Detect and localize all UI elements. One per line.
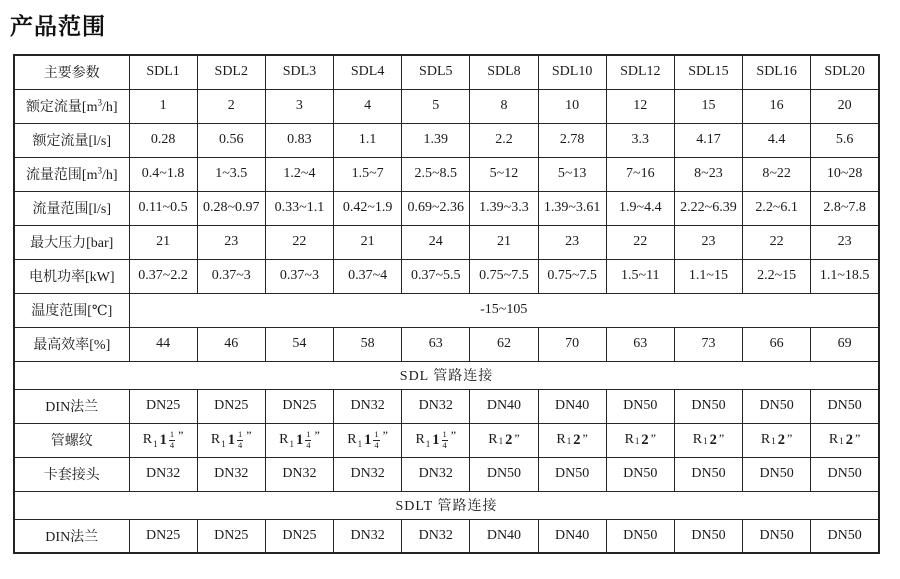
cell: 73 bbox=[674, 327, 742, 361]
cell: 0.4~1.8 bbox=[129, 157, 197, 191]
thread-whole: 2 bbox=[641, 431, 649, 448]
cell: 44 bbox=[129, 327, 197, 361]
cell: 1.5~11 bbox=[606, 259, 674, 293]
cell: 70 bbox=[538, 327, 606, 361]
inch-mark: ” bbox=[450, 428, 457, 443]
cell: 2.2~15 bbox=[743, 259, 811, 293]
cell: 23 bbox=[538, 225, 606, 259]
inch-mark: ” bbox=[178, 428, 184, 443]
column-header-sdl10: SDL10 bbox=[538, 55, 606, 89]
column-header-sdl1: SDL1 bbox=[129, 55, 197, 89]
table-row-flow-range-ls bbox=[14, 191, 879, 225]
cell: 0.75~7.5 bbox=[470, 259, 538, 293]
cell: 1.1~15 bbox=[674, 259, 742, 293]
cell: 23 bbox=[674, 225, 742, 259]
thread-subscript: 1 bbox=[153, 438, 158, 449]
cell: 23 bbox=[811, 225, 879, 259]
inch-mark: ” bbox=[582, 430, 588, 445]
table-row-sdl-din-flange bbox=[14, 389, 879, 423]
page-title: 产品范围 bbox=[10, 13, 106, 39]
cell bbox=[265, 423, 333, 457]
cell: 0.37~5.5 bbox=[402, 259, 470, 293]
cell: 1 bbox=[129, 89, 197, 123]
cell: DN50 bbox=[606, 457, 674, 491]
thread-size: R 1 1 $\frac{1}{4}$ ” bbox=[415, 428, 457, 450]
cell: 0.75~7.5 bbox=[538, 259, 606, 293]
thread-subscript: 1 bbox=[498, 436, 504, 447]
cell: DN32 bbox=[334, 457, 402, 491]
row-label: 流量范围[l/s] bbox=[14, 191, 129, 225]
cell bbox=[402, 423, 470, 457]
cell: DN50 bbox=[674, 389, 742, 423]
column-header-sdl8: SDL8 bbox=[470, 55, 538, 89]
cell: 0.37~4 bbox=[334, 259, 402, 293]
column-header-sdl2: SDL2 bbox=[197, 55, 265, 89]
cell: 62 bbox=[470, 327, 538, 361]
thread-fraction bbox=[373, 430, 379, 450]
table-row-max-pressure bbox=[14, 225, 879, 259]
section-header: SDL 管路连接 bbox=[14, 361, 879, 389]
superscript: 3 bbox=[97, 165, 102, 176]
cell: 4 bbox=[334, 89, 402, 123]
table-row-motor-power bbox=[14, 259, 879, 293]
thread-size: R 1 1 $\frac{1}{4}$ ” bbox=[142, 428, 184, 450]
cell: 4.17 bbox=[674, 123, 742, 157]
thread-subscript: 1 bbox=[357, 438, 363, 449]
cell bbox=[197, 423, 265, 457]
thread-size: R 1 2 ” bbox=[828, 430, 861, 448]
cell: 0.56 bbox=[197, 123, 265, 157]
cell: 0.42~1.9 bbox=[334, 191, 402, 225]
cell: 16 bbox=[743, 89, 811, 123]
cell: 54 bbox=[265, 327, 333, 361]
thread-subscript: 1 bbox=[703, 436, 708, 447]
cell: DN32 bbox=[334, 389, 402, 423]
cell bbox=[129, 423, 197, 457]
cell: 8 bbox=[470, 89, 538, 123]
cell: 0.33~1.1 bbox=[265, 191, 333, 225]
cell: 5 bbox=[402, 89, 470, 123]
cell: DN50 bbox=[674, 519, 742, 553]
thread-whole: 2 bbox=[505, 431, 513, 448]
row-label: 额定流量[l/s] bbox=[14, 123, 129, 157]
cell: 21 bbox=[470, 225, 538, 259]
cell: 69 bbox=[811, 327, 879, 361]
row-label: 流量范围$[m^3/h]$ bbox=[14, 157, 129, 191]
cell: DN25 bbox=[129, 389, 197, 423]
column-header-sdl4: SDL4 bbox=[334, 55, 402, 89]
thread-fraction bbox=[442, 430, 448, 450]
cell: 2.2 bbox=[470, 123, 538, 157]
inch-mark: ” bbox=[314, 428, 320, 443]
cell bbox=[743, 423, 811, 457]
thread-size: R 1 2 ” bbox=[760, 430, 793, 448]
cell: 1.9~4.4 bbox=[606, 191, 674, 225]
thread-subscript: 1 bbox=[221, 438, 226, 449]
column-header-sdl3: SDL3 bbox=[265, 55, 333, 89]
thread-whole: 1 bbox=[159, 431, 167, 448]
cell: 10~28 bbox=[811, 157, 879, 191]
cell: 2.22~6.39 bbox=[674, 191, 742, 225]
cell: 2 bbox=[197, 89, 265, 123]
thread-size: R 1 2 ” bbox=[488, 430, 520, 448]
row-label: 温度范围[℃] bbox=[14, 293, 129, 327]
superscript: 3 bbox=[97, 97, 102, 108]
thread-subscript: 1 bbox=[289, 438, 294, 449]
cell: 5~12 bbox=[470, 157, 538, 191]
row-label: 卡套接头 bbox=[14, 457, 129, 491]
cell: 1.39 bbox=[402, 123, 470, 157]
inch-mark: ” bbox=[382, 428, 388, 443]
cell: 8~22 bbox=[743, 157, 811, 191]
cell: 15 bbox=[674, 89, 742, 123]
cell: 3.3 bbox=[606, 123, 674, 157]
cell: 1.1~18.5 bbox=[811, 259, 879, 293]
cell: 7~16 bbox=[606, 157, 674, 191]
cell bbox=[606, 423, 674, 457]
cell: 0.83 bbox=[265, 123, 333, 157]
cell: 66 bbox=[743, 327, 811, 361]
cell: DN32 bbox=[334, 519, 402, 553]
cell: 0.37~3 bbox=[197, 259, 265, 293]
cell: DN25 bbox=[265, 389, 333, 423]
thread-whole: 2 bbox=[777, 431, 786, 448]
thread-size: R 1 1 $\frac{1}{4}$ ” bbox=[347, 428, 388, 450]
cell: DN32 bbox=[129, 457, 197, 491]
cell: 46 bbox=[197, 327, 265, 361]
cell: 1~3.5 bbox=[197, 157, 265, 191]
cell: DN50 bbox=[743, 519, 811, 553]
cell: 5~13 bbox=[538, 157, 606, 191]
fraction-denominator: 4 bbox=[442, 439, 447, 450]
thread-size: R 1 2 ” bbox=[692, 430, 725, 448]
table-row-flow-range-m3h bbox=[14, 157, 879, 191]
row-label: 额定流量$[m^3/h]$ bbox=[14, 89, 129, 123]
fraction-denominator: 4 bbox=[374, 439, 379, 450]
cell: DN32 bbox=[402, 389, 470, 423]
cell: DN50 bbox=[811, 457, 879, 491]
cell: 8~23 bbox=[674, 157, 742, 191]
table-row-temp-range bbox=[14, 293, 879, 327]
thread-size: R 1 2 ” bbox=[556, 430, 588, 448]
cell: 22 bbox=[606, 225, 674, 259]
cell: DN32 bbox=[402, 457, 470, 491]
cell: DN50 bbox=[674, 457, 742, 491]
cell: 1.1 bbox=[334, 123, 402, 157]
product-range-table bbox=[13, 54, 880, 554]
cell: 5.6 bbox=[811, 123, 879, 157]
inch-mark: ” bbox=[854, 430, 861, 445]
inch-mark: ” bbox=[246, 428, 252, 443]
header-row bbox=[14, 55, 879, 89]
cell: DN25 bbox=[197, 389, 265, 423]
cell: DN50 bbox=[811, 389, 879, 423]
cell: 2.2~6.1 bbox=[743, 191, 811, 225]
column-header-sdl5: SDL5 bbox=[402, 55, 470, 89]
inch-mark: ” bbox=[650, 430, 656, 445]
corner-label-cell: 主要参数 bbox=[14, 55, 129, 89]
thread-subscript: 1 bbox=[839, 436, 844, 447]
cell: 1.39~3.61 bbox=[538, 191, 606, 225]
cell: DN50 bbox=[606, 389, 674, 423]
row-label: 最高效率[%] bbox=[14, 327, 129, 361]
thread-whole: 1 bbox=[432, 431, 440, 448]
cell: 0.11~0.5 bbox=[129, 191, 197, 225]
cell: DN32 bbox=[197, 457, 265, 491]
column-header-sdl15: SDL15 bbox=[674, 55, 742, 89]
cell: DN25 bbox=[197, 519, 265, 553]
cell: 4.4 bbox=[743, 123, 811, 157]
thread-whole: 1 bbox=[364, 431, 372, 448]
thread-size: R 1 2 ” bbox=[624, 430, 656, 448]
cell: 20 bbox=[811, 89, 879, 123]
thread-subscript: 1 bbox=[771, 436, 776, 447]
inch-mark: ” bbox=[514, 430, 520, 445]
cell: 21 bbox=[129, 225, 197, 259]
thread-size: R 1 1 $\frac{1}{4}$ ” bbox=[279, 428, 320, 450]
fraction-numerator: 1 bbox=[169, 429, 175, 440]
fraction-denominator: 4 bbox=[169, 439, 175, 450]
cell: DN32 bbox=[265, 457, 333, 491]
thread-subscript: 1 bbox=[634, 436, 640, 447]
cell: 12 bbox=[606, 89, 674, 123]
thread-fraction bbox=[305, 430, 311, 450]
table-body bbox=[14, 55, 879, 553]
thread-fraction bbox=[169, 430, 175, 450]
cell bbox=[538, 423, 606, 457]
fraction-denominator: 4 bbox=[238, 439, 243, 450]
thread-whole: 2 bbox=[709, 431, 717, 448]
table-row-rated-flow-m3h bbox=[14, 89, 879, 123]
cell: 0.37~2.2 bbox=[129, 259, 197, 293]
thread-whole: 2 bbox=[845, 431, 853, 448]
cell bbox=[470, 423, 538, 457]
cell: 0.37~3 bbox=[265, 259, 333, 293]
section-row-sdlt-section bbox=[14, 491, 879, 519]
cell: 22 bbox=[743, 225, 811, 259]
cell: 10 bbox=[538, 89, 606, 123]
cell: DN50 bbox=[538, 457, 606, 491]
cell: DN40 bbox=[470, 389, 538, 423]
table-row-rated-flow-ls bbox=[14, 123, 879, 157]
merged-value-cell: -15~105 bbox=[129, 293, 879, 327]
cell: 21 bbox=[334, 225, 402, 259]
cell: 2.5~8.5 bbox=[402, 157, 470, 191]
cell: DN40 bbox=[538, 519, 606, 553]
fraction-numerator: 1 bbox=[306, 429, 311, 440]
cell bbox=[674, 423, 742, 457]
table-row-pipe-thread bbox=[14, 423, 879, 457]
cell: 1.39~3.3 bbox=[470, 191, 538, 225]
cell: 1.5~7 bbox=[334, 157, 402, 191]
column-header-sdl16: SDL16 bbox=[743, 55, 811, 89]
row-label: 管螺纹 bbox=[14, 423, 129, 457]
thread-subscript: 1 bbox=[566, 436, 572, 447]
row-label: 最大压力[bar] bbox=[14, 225, 129, 259]
cell: DN50 bbox=[470, 457, 538, 491]
cell: DN50 bbox=[743, 457, 811, 491]
cell: DN40 bbox=[470, 519, 538, 553]
thread-whole: 1 bbox=[295, 431, 304, 448]
thread-size: R 1 1 $\frac{1}{4}$ ” bbox=[210, 428, 252, 450]
cell: DN50 bbox=[811, 519, 879, 553]
cell: 23 bbox=[197, 225, 265, 259]
section-header: SDLT 管路连接 bbox=[14, 491, 879, 519]
inch-mark: ” bbox=[787, 430, 793, 445]
cell: 22 bbox=[265, 225, 333, 259]
cell: DN32 bbox=[402, 519, 470, 553]
fraction-numerator: 1 bbox=[442, 429, 447, 440]
column-header-sdl12: SDL12 bbox=[606, 55, 674, 89]
row-label: DIN法兰 bbox=[14, 389, 129, 423]
thread-fraction bbox=[237, 430, 243, 450]
cell: 0.28 bbox=[129, 123, 197, 157]
cell: DN50 bbox=[606, 519, 674, 553]
fraction-denominator: 4 bbox=[306, 439, 311, 450]
section-row-sdl-section bbox=[14, 361, 879, 389]
cell: DN25 bbox=[265, 519, 333, 553]
cell: 2.8~7.8 bbox=[811, 191, 879, 225]
cell: 63 bbox=[606, 327, 674, 361]
cell: 63 bbox=[402, 327, 470, 361]
fraction-numerator: 1 bbox=[374, 429, 379, 440]
row-label: DIN法兰 bbox=[14, 519, 129, 553]
thread-whole: 1 bbox=[227, 431, 236, 448]
thread-whole: 2 bbox=[573, 431, 581, 448]
cell: 2.78 bbox=[538, 123, 606, 157]
cell: DN50 bbox=[743, 389, 811, 423]
table-row-max-efficiency bbox=[14, 327, 879, 361]
fraction-numerator: 1 bbox=[238, 429, 243, 440]
cell: DN40 bbox=[538, 389, 606, 423]
cell: 58 bbox=[334, 327, 402, 361]
row-label: 电机功率[kW] bbox=[14, 259, 129, 293]
table-row-sdlt-din-flange bbox=[14, 519, 879, 553]
column-header-sdl20: SDL20 bbox=[811, 55, 879, 89]
cell: DN25 bbox=[129, 519, 197, 553]
inch-mark: ” bbox=[718, 430, 725, 445]
table-row-ferrule-joint bbox=[14, 457, 879, 491]
cell: 1.2~4 bbox=[265, 157, 333, 191]
cell: 0.28~0.97 bbox=[197, 191, 265, 225]
cell: 0.69~2.36 bbox=[402, 191, 470, 225]
cell: 3 bbox=[265, 89, 333, 123]
thread-subscript: 1 bbox=[425, 438, 431, 449]
cell bbox=[811, 423, 879, 457]
cell bbox=[334, 423, 402, 457]
cell: 24 bbox=[402, 225, 470, 259]
